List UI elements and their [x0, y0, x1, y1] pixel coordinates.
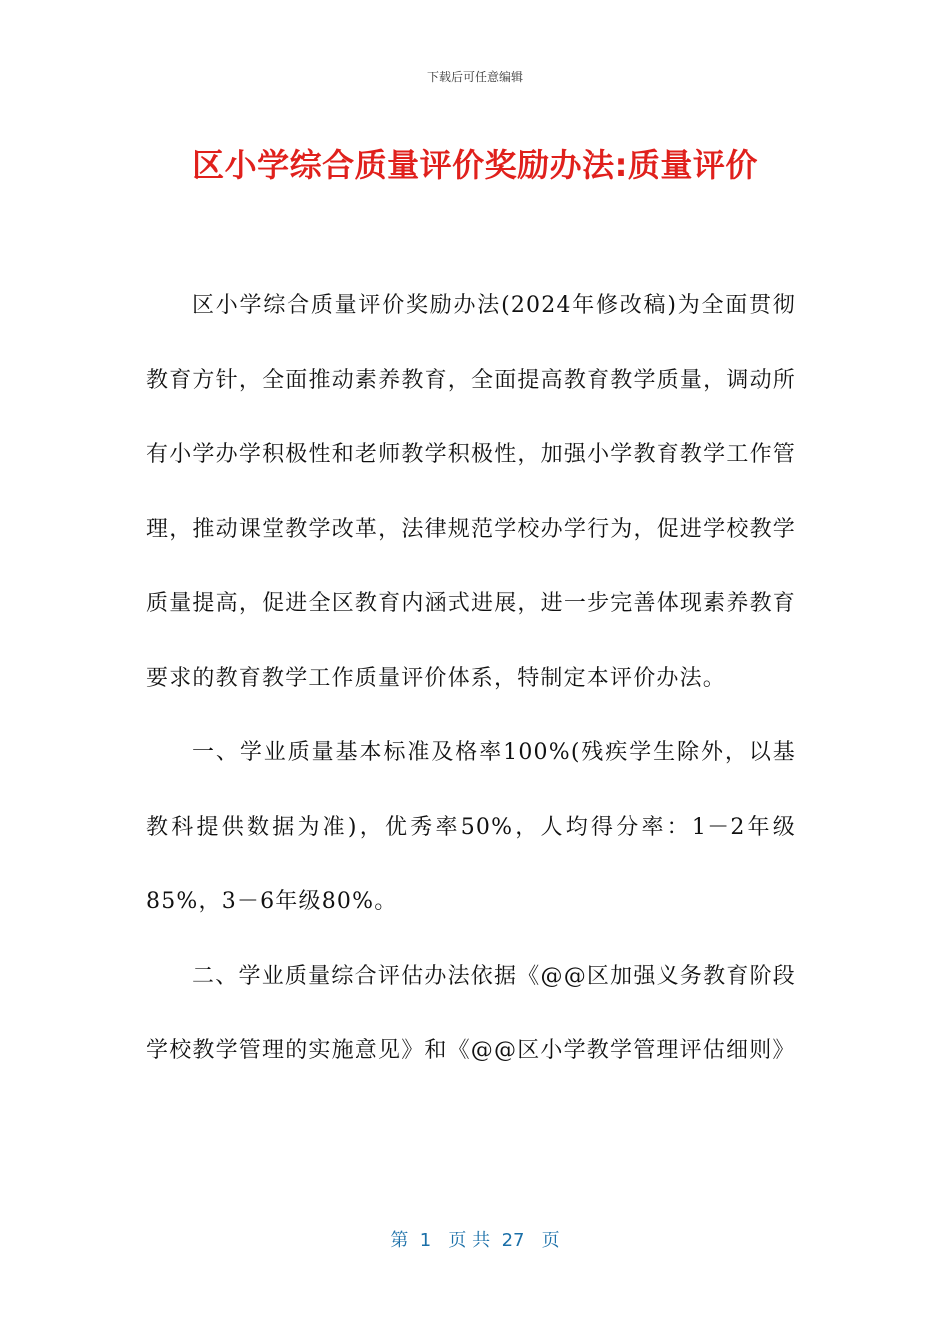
paragraph-intro: 区小学综合质量评价奖励办法(2024年修改稿)为全面贯彻教育方针，全面推动素养教育，全面提高教育教学质量，调动所有小学办学积极性和老师教学积极性，加强小学教育教学工作管理，推动课堂教学改革，法律规范学校办学行为，促进学校教学质量提高，促进全区教育内涵式进展，进一步完善体现素养教育要求的教育教学工作质量评价体系，特制定本评价办法。 [146, 293, 796, 691]
paragraph-section-1: 一、学业质量基本标准及格率100%(残疾学生除外，以基教科提供数据为准)，优秀率50%，人均得分率：1－2年级85%，3－6年级80%。 [146, 740, 796, 914]
paragraph-section-2: 二、学业质量综合评估办法依据《@@区加强义务教育阶段学校教学管理的实施意见》和《@@区小学教学管理评估细则》 [146, 963, 796, 1063]
header-note: 下载后可任意编辑 [426, 70, 523, 84]
page-number-footer: 第 1 页 共 27 页 [390, 1230, 560, 1251]
document-body [146, 269, 796, 1089]
document-title: 区小学综合质量评价奖励办法:质量评价 [192, 146, 758, 184]
